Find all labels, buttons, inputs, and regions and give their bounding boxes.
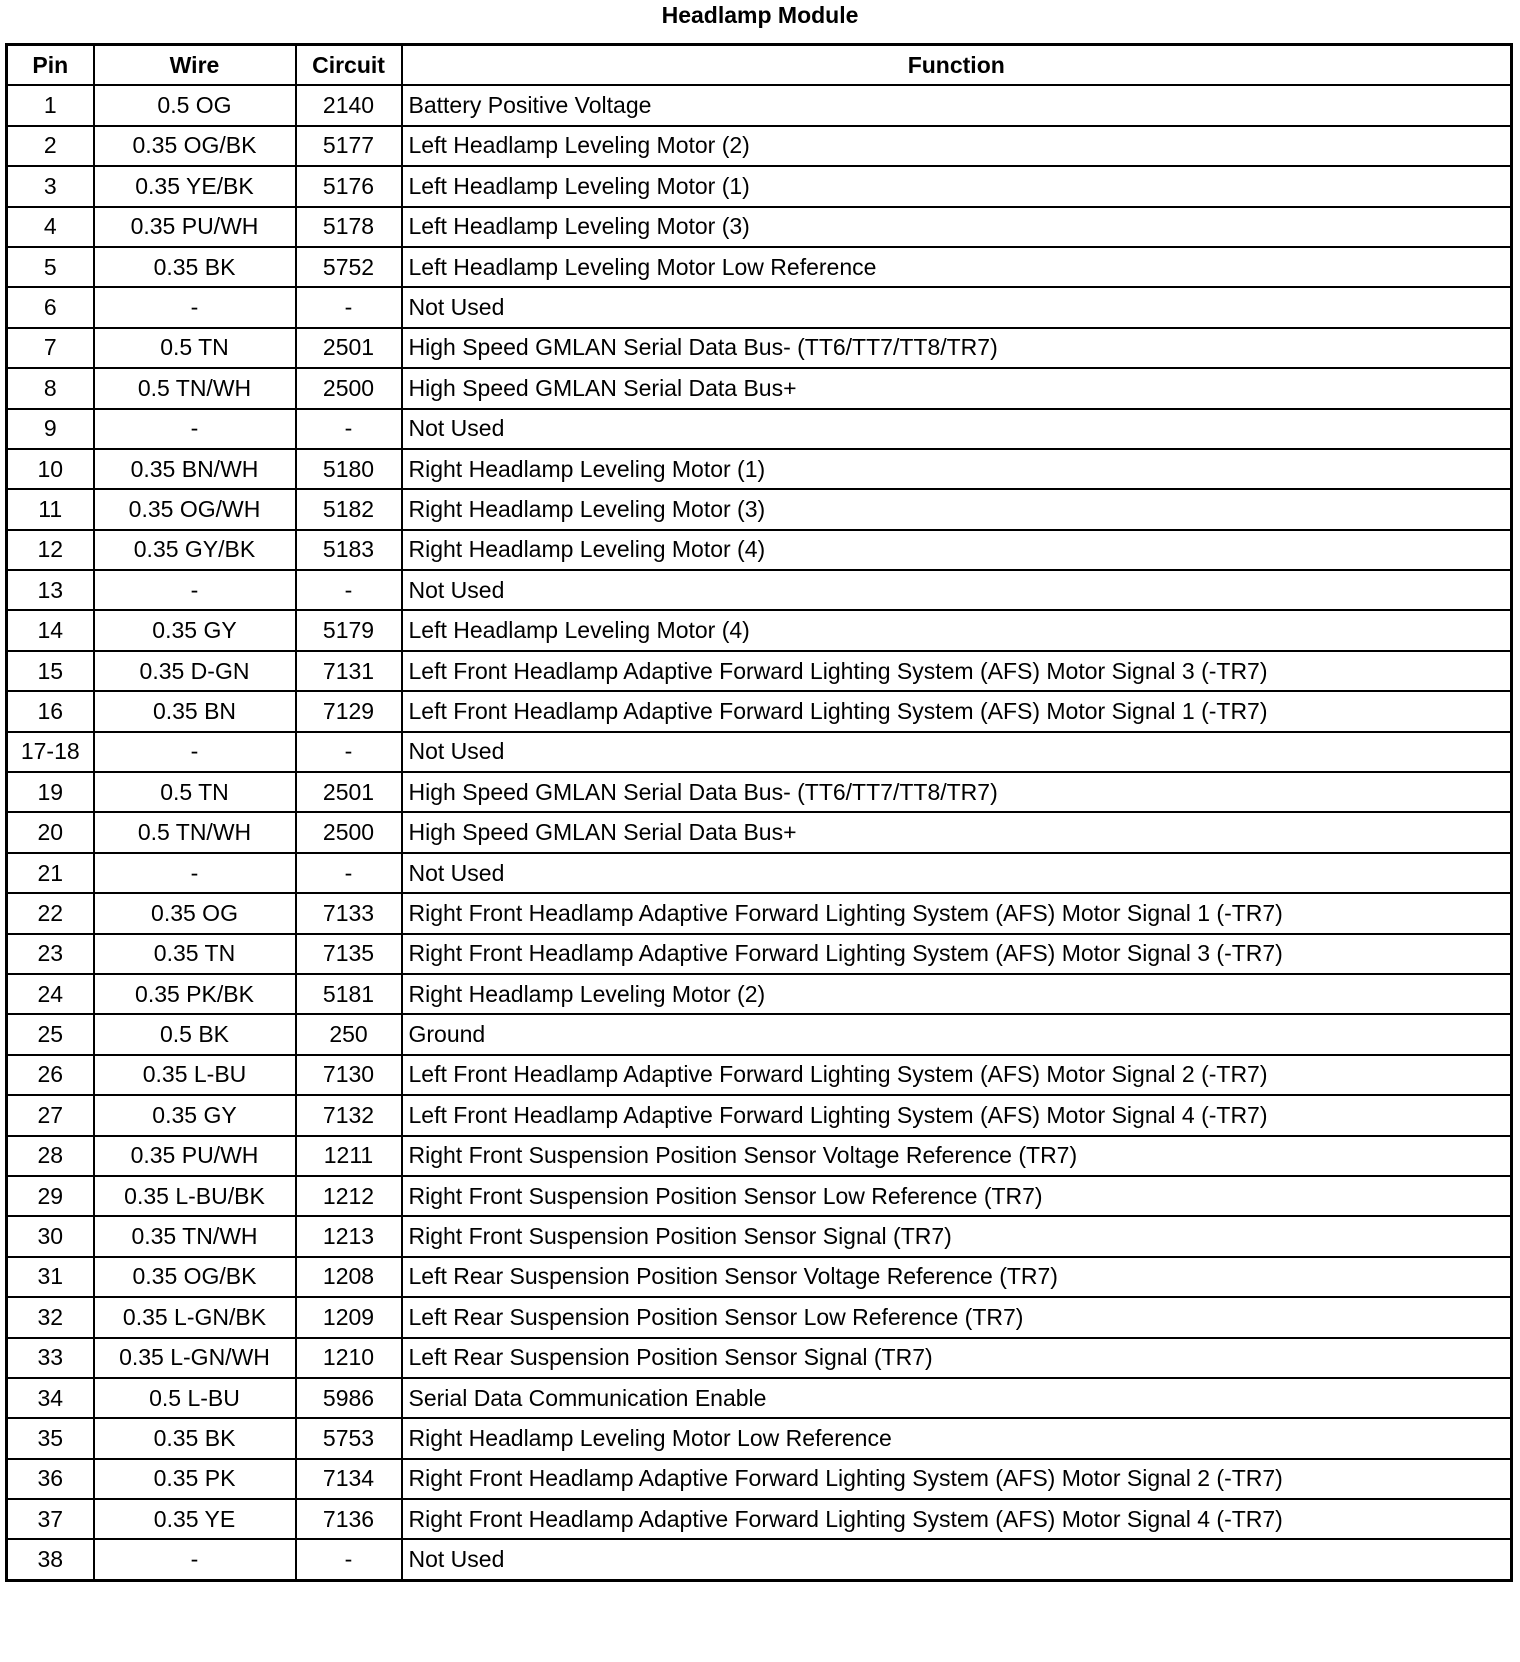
function-cell: Right Front Headlamp Adaptive Forward Lighting System (AFS) Motor Signal 3 (-TR7): [402, 934, 1512, 974]
circuit-cell: 5752: [296, 247, 402, 287]
circuit-cell: 2140: [296, 85, 402, 125]
table-row: [7, 1095, 1512, 1135]
wire-cell: 0.35 YE/BK: [94, 166, 296, 206]
pin-cell: 8: [7, 368, 94, 408]
wire-cell: 0.5 TN/WH: [94, 368, 296, 408]
table-row: [7, 409, 1512, 449]
table-row: [7, 1257, 1512, 1297]
function-cell: Serial Data Communication Enable: [402, 1378, 1512, 1418]
table-row: [7, 1338, 1512, 1378]
wire-cell: 0.35 TN: [94, 934, 296, 974]
pin-cell: 24: [7, 974, 94, 1014]
function-cell: Left Front Headlamp Adaptive Forward Lighting System (AFS) Motor Signal 2 (-TR7): [402, 1055, 1512, 1095]
wire-cell: 0.5 OG: [94, 85, 296, 125]
function-cell: Not Used: [402, 287, 1512, 327]
function-cell: Battery Positive Voltage: [402, 85, 1512, 125]
table-row: [7, 1418, 1512, 1458]
table-row: [7, 1216, 1512, 1256]
wire-cell: 0.35 L-GN/WH: [94, 1338, 296, 1378]
table-row: [7, 610, 1512, 650]
function-cell: High Speed GMLAN Serial Data Bus- (TT6/TT7/TT8/TR7): [402, 328, 1512, 368]
function-cell: Left Rear Suspension Position Sensor Signal (TR7): [402, 1338, 1512, 1378]
table-row: [7, 1539, 1512, 1580]
pin-cell: 7: [7, 328, 94, 368]
circuit-cell: -: [296, 732, 402, 772]
wire-cell: 0.5 TN: [94, 772, 296, 812]
function-cell: Not Used: [402, 853, 1512, 893]
wire-cell: 0.35 YE: [94, 1499, 296, 1539]
wire-cell: -: [94, 287, 296, 327]
pin-cell: 34: [7, 1378, 94, 1418]
function-cell: Right Front Suspension Position Sensor Low Reference (TR7): [402, 1176, 1512, 1216]
pin-cell: 4: [7, 207, 94, 247]
pin-cell: 33: [7, 1338, 94, 1378]
wire-cell: -: [94, 570, 296, 610]
function-cell: Right Front Headlamp Adaptive Forward Lighting System (AFS) Motor Signal 4 (-TR7): [402, 1499, 1512, 1539]
circuit-cell: 5177: [296, 126, 402, 166]
pin-cell: 23: [7, 934, 94, 974]
wire-cell: 0.35 GY: [94, 1095, 296, 1135]
wire-cell: 0.35 GY: [94, 610, 296, 650]
wire-cell: 0.35 OG/WH: [94, 489, 296, 529]
pin-cell: 28: [7, 1136, 94, 1176]
wire-cell: 0.35 PK: [94, 1459, 296, 1499]
circuit-cell: 7134: [296, 1459, 402, 1499]
column-header-pin: Pin: [7, 45, 94, 86]
table-row: [7, 1014, 1512, 1054]
wire-cell: -: [94, 853, 296, 893]
header-row: [7, 45, 1512, 86]
circuit-cell: -: [296, 853, 402, 893]
pin-cell: 16: [7, 691, 94, 731]
function-cell: Left Rear Suspension Position Sensor Low Reference (TR7): [402, 1297, 1512, 1337]
function-cell: Not Used: [402, 409, 1512, 449]
function-cell: Left Front Headlamp Adaptive Forward Lighting System (AFS) Motor Signal 1 (-TR7): [402, 691, 1512, 731]
function-cell: Left Front Headlamp Adaptive Forward Lighting System (AFS) Motor Signal 3 (-TR7): [402, 651, 1512, 691]
table-row: [7, 772, 1512, 812]
function-cell: Right Headlamp Leveling Motor (4): [402, 530, 1512, 570]
wire-cell: 0.35 BK: [94, 1418, 296, 1458]
circuit-cell: 2501: [296, 772, 402, 812]
pin-cell: 26: [7, 1055, 94, 1095]
pin-cell: 27: [7, 1095, 94, 1135]
function-cell: Not Used: [402, 570, 1512, 610]
wire-cell: -: [94, 1539, 296, 1580]
pin-cell: 5: [7, 247, 94, 287]
wire-cell: 0.5 TN: [94, 328, 296, 368]
circuit-cell: -: [296, 570, 402, 610]
circuit-cell: 7129: [296, 691, 402, 731]
pinout-table: [5, 43, 1513, 1582]
circuit-cell: 5986: [296, 1378, 402, 1418]
pin-cell: 29: [7, 1176, 94, 1216]
circuit-cell: 1209: [296, 1297, 402, 1337]
wire-cell: 0.35 L-BU: [94, 1055, 296, 1095]
table-row: [7, 247, 1512, 287]
wire-cell: 0.5 TN/WH: [94, 812, 296, 852]
wire-cell: 0.35 D-GN: [94, 651, 296, 691]
table-row: [7, 570, 1512, 610]
function-cell: Right Headlamp Leveling Motor (2): [402, 974, 1512, 1014]
table-row: [7, 691, 1512, 731]
wire-cell: 0.35 BN/WH: [94, 449, 296, 489]
table-row: [7, 651, 1512, 691]
wire-cell: 0.35 OG/BK: [94, 126, 296, 166]
circuit-cell: 7130: [296, 1055, 402, 1095]
function-cell: Right Front Suspension Position Sensor Voltage Reference (TR7): [402, 1136, 1512, 1176]
circuit-cell: 5178: [296, 207, 402, 247]
circuit-cell: 250: [296, 1014, 402, 1054]
function-cell: Left Headlamp Leveling Motor (4): [402, 610, 1512, 650]
circuit-cell: 2500: [296, 812, 402, 852]
pin-cell: 35: [7, 1418, 94, 1458]
pin-cell: 20: [7, 812, 94, 852]
wire-cell: 0.35 BK: [94, 247, 296, 287]
function-cell: Left Front Headlamp Adaptive Forward Lighting System (AFS) Motor Signal 4 (-TR7): [402, 1095, 1512, 1135]
function-cell: Left Headlamp Leveling Motor (3): [402, 207, 1512, 247]
wire-cell: -: [94, 409, 296, 449]
function-cell: Not Used: [402, 732, 1512, 772]
table-row: [7, 287, 1512, 327]
table-row: [7, 489, 1512, 529]
table-row: [7, 530, 1512, 570]
table-row: [7, 449, 1512, 489]
table-row: [7, 166, 1512, 206]
pin-cell: 38: [7, 1539, 94, 1580]
pin-cell: 14: [7, 610, 94, 650]
circuit-cell: 7133: [296, 893, 402, 933]
pin-cell: 11: [7, 489, 94, 529]
wire-cell: 0.35 OG/BK: [94, 1257, 296, 1297]
table-row: [7, 1297, 1512, 1337]
pin-cell: 13: [7, 570, 94, 610]
circuit-cell: 7136: [296, 1499, 402, 1539]
table-row: [7, 1459, 1512, 1499]
wire-cell: 0.35 L-GN/BK: [94, 1297, 296, 1337]
pin-cell: 9: [7, 409, 94, 449]
function-cell: Ground: [402, 1014, 1512, 1054]
function-cell: High Speed GMLAN Serial Data Bus+: [402, 812, 1512, 852]
circuit-cell: 1210: [296, 1338, 402, 1378]
circuit-cell: 2500: [296, 368, 402, 408]
table-row: [7, 893, 1512, 933]
wire-cell: 0.35 PK/BK: [94, 974, 296, 1014]
column-header-circuit: Circuit: [296, 45, 402, 86]
wire-cell: 0.35 BN: [94, 691, 296, 731]
pin-cell: 21: [7, 853, 94, 893]
circuit-cell: 1208: [296, 1257, 402, 1297]
circuit-cell: 5179: [296, 610, 402, 650]
table-row: [7, 1176, 1512, 1216]
table-row: [7, 974, 1512, 1014]
table-row: [7, 207, 1512, 247]
pin-cell: 12: [7, 530, 94, 570]
table-row: [7, 732, 1512, 772]
pin-cell: 17-18: [7, 732, 94, 772]
circuit-cell: 7131: [296, 651, 402, 691]
function-cell: High Speed GMLAN Serial Data Bus- (TT6/TT7/TT8/TR7): [402, 772, 1512, 812]
circuit-cell: 5176: [296, 166, 402, 206]
circuit-cell: 5183: [296, 530, 402, 570]
column-header-function: Function: [402, 45, 1512, 86]
circuit-cell: 5182: [296, 489, 402, 529]
pin-cell: 15: [7, 651, 94, 691]
function-cell: Right Headlamp Leveling Motor Low Reference: [402, 1418, 1512, 1458]
pin-cell: 3: [7, 166, 94, 206]
table-header: [7, 45, 1512, 86]
table-body: [7, 85, 1512, 1580]
circuit-cell: -: [296, 287, 402, 327]
circuit-cell: -: [296, 1539, 402, 1580]
function-cell: Right Headlamp Leveling Motor (3): [402, 489, 1512, 529]
function-cell: Right Front Suspension Position Sensor Signal (TR7): [402, 1216, 1512, 1256]
wire-cell: 0.35 TN/WH: [94, 1216, 296, 1256]
pin-cell: 31: [7, 1257, 94, 1297]
function-cell: Right Front Headlamp Adaptive Forward Lighting System (AFS) Motor Signal 1 (-TR7): [402, 893, 1512, 933]
circuit-cell: 5181: [296, 974, 402, 1014]
wire-cell: 0.35 PU/WH: [94, 1136, 296, 1176]
circuit-cell: 1212: [296, 1176, 402, 1216]
wire-cell: 0.35 L-BU/BK: [94, 1176, 296, 1216]
pin-cell: 19: [7, 772, 94, 812]
function-cell: Left Headlamp Leveling Motor Low Reference: [402, 247, 1512, 287]
pin-cell: 25: [7, 1014, 94, 1054]
table-row: [7, 1499, 1512, 1539]
function-cell: Not Used: [402, 1539, 1512, 1580]
function-cell: Right Headlamp Leveling Motor (1): [402, 449, 1512, 489]
pin-cell: 32: [7, 1297, 94, 1337]
function-cell: Left Rear Suspension Position Sensor Voltage Reference (TR7): [402, 1257, 1512, 1297]
table-row: [7, 126, 1512, 166]
table-row: [7, 1136, 1512, 1176]
circuit-cell: 1211: [296, 1136, 402, 1176]
wire-cell: 0.5 BK: [94, 1014, 296, 1054]
pin-cell: 2: [7, 126, 94, 166]
pin-cell: 10: [7, 449, 94, 489]
wire-cell: 0.35 PU/WH: [94, 207, 296, 247]
circuit-cell: 7132: [296, 1095, 402, 1135]
wire-cell: 0.35 OG: [94, 893, 296, 933]
pin-cell: 6: [7, 287, 94, 327]
table-row: [7, 1378, 1512, 1418]
function-cell: Left Headlamp Leveling Motor (2): [402, 126, 1512, 166]
table-row: [7, 1055, 1512, 1095]
table-row: [7, 85, 1512, 125]
wire-cell: 0.5 L-BU: [94, 1378, 296, 1418]
pin-cell: 22: [7, 893, 94, 933]
wire-cell: -: [94, 732, 296, 772]
pin-cell: 30: [7, 1216, 94, 1256]
circuit-cell: 5753: [296, 1418, 402, 1458]
circuit-cell: 7135: [296, 934, 402, 974]
function-cell: Right Front Headlamp Adaptive Forward Lighting System (AFS) Motor Signal 2 (-TR7): [402, 1459, 1512, 1499]
circuit-cell: -: [296, 409, 402, 449]
function-cell: Left Headlamp Leveling Motor (1): [402, 166, 1512, 206]
circuit-cell: 2501: [296, 328, 402, 368]
function-cell: High Speed GMLAN Serial Data Bus+: [402, 368, 1512, 408]
circuit-cell: 5180: [296, 449, 402, 489]
table-row: [7, 328, 1512, 368]
wire-cell: 0.35 GY/BK: [94, 530, 296, 570]
column-header-wire: Wire: [94, 45, 296, 86]
pin-cell: 36: [7, 1459, 94, 1499]
pin-cell: 1: [7, 85, 94, 125]
table-row: [7, 853, 1512, 893]
table-row: [7, 934, 1512, 974]
page-title: Headlamp Module: [661, 2, 859, 28]
pin-cell: 37: [7, 1499, 94, 1539]
table-row: [7, 368, 1512, 408]
circuit-cell: 1213: [296, 1216, 402, 1256]
table-row: [7, 812, 1512, 852]
